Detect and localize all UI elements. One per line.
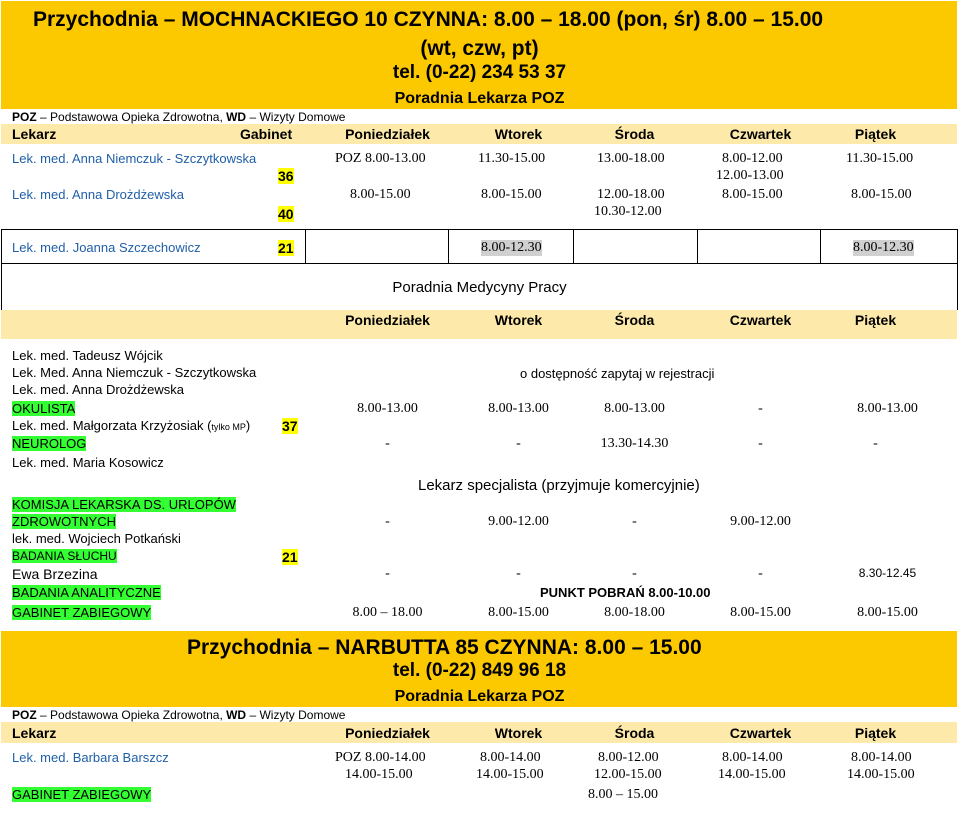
clinic1-section-poz: Poradnia Lekarza POZ (394, 90, 565, 107)
specialty-label: NEUROLOG (12, 436, 87, 451)
collection-point: PUNKT POBRAŃ 8.00-10.00 (540, 585, 711, 600)
schedule-cell: - (385, 436, 390, 451)
doctor-name: Lek. med. Joanna Szczechowicz (12, 240, 201, 255)
header-day-tue: Wtorek (494, 126, 543, 142)
schedule-cell: 8.30-12.45 (858, 566, 917, 580)
specialty-label: BADANIA ANALITYCZNE (12, 585, 161, 600)
schedule-cell: - (516, 566, 521, 581)
schedule-cell: 8.00-15.00 (481, 187, 542, 202)
header-day-wed: Środa (614, 312, 655, 328)
header-day-mon: Poniedziałek (345, 126, 430, 142)
schedule-cell: 13.30-14.30 (600, 436, 669, 451)
schedule-cell: - (632, 566, 637, 581)
specialty-label: ZDROWOTNYCH (12, 514, 116, 529)
schedule-cell: - (758, 566, 763, 581)
schedule-cell: 8.00-15.00 (851, 187, 912, 202)
schedule-cell: 9.00-12.00 (730, 514, 791, 529)
schedule-cell: 12.00-13.00 (716, 168, 784, 183)
room-number: 21 (278, 240, 294, 256)
clinic2-legend: POZ – Podstawowa Opieka Zdrowotna, WD – Wizyty Domowe (12, 708, 346, 722)
occ-doctor: Lek. med. Tadeusz Wójcik (12, 348, 163, 363)
clinic1-phone: tel. (0-22) 234 53 37 (392, 62, 567, 83)
schedule-cell: - (873, 436, 878, 451)
header-day-mon: Poniedziałek (345, 725, 430, 741)
section-occupational: Poradnia Medycyny Pracy (392, 279, 567, 296)
clinic2-phone: tel. (0-22) 849 96 18 (392, 660, 567, 681)
header-doctor: Lekarz (12, 126, 57, 142)
room-number: 37 (282, 418, 298, 434)
schedule-cell: 11.30-15.00 (478, 151, 546, 166)
specialty-label: GABINET ZABIEGOWY (12, 605, 152, 620)
schedule-cell: 14.00-15.00 (718, 767, 786, 782)
clinic2-section-poz: Poradnia Lekarza POZ (394, 688, 565, 705)
header-doctor: Lekarz (12, 725, 57, 741)
schedule-cell: 11.30-15.00 (846, 151, 914, 166)
schedule-cell: - (758, 401, 763, 416)
schedule-cell: 8.00 – 18.00 (352, 605, 423, 620)
specialty-doctor: lek. med. Wojciech Potkański (12, 531, 181, 546)
schedule-cell: 8.00-13.00 (488, 401, 549, 416)
occ-doctor: Lek. med. Anna Drożdżewska (12, 382, 184, 397)
header-day-wed: Środa (614, 725, 655, 741)
schedule-cell: 8.00-13.00 (857, 401, 918, 416)
schedule-cell: 10.30-12.00 (594, 204, 662, 219)
schedule-cell: 8.00-12.30 (853, 240, 914, 255)
schedule-cell: 8.00-12.30 (481, 240, 542, 255)
clinic2-title: Przychodnia – NARBUTTA 85 CZYNNA: 8.00 – 15.00 (187, 636, 702, 659)
specialty-doctor: Lek. med. Małgorzata Krzyżosiak (tylko MP) (12, 418, 251, 433)
schedule-cell: 8.00-15.00 (730, 605, 791, 620)
schedule-cell: 12.00-15.00 (594, 767, 662, 782)
schedule-cell: 12.00-18.00 (597, 187, 665, 202)
specialty-doctor: Lek. med. Maria Kosowicz (12, 455, 164, 470)
room-number: 36 (278, 168, 294, 184)
doctor-name: Lek. med. Anna Niemczuk - Szczytkowska (12, 151, 257, 166)
header-day-thu: Czwartek (729, 312, 792, 328)
occ-doctor: Lek. Med. Anna Niemczuk - Szczytkowska (12, 365, 257, 380)
section-specialist: Lekarz specjalista (przyjmuje komercyjnie) (418, 477, 700, 494)
schedule-cell: 8.00-15.00 (857, 605, 918, 620)
schedule-cell: 8.00-15.00 (350, 187, 411, 202)
poz-prefix: POZ (335, 750, 362, 765)
specialty-doctor: Ewa Brzezina (12, 566, 98, 582)
poz-prefix: POZ (335, 151, 362, 166)
doctor-name: Lek. med. Barbara Barszcz (12, 750, 169, 765)
clinic1-title: Przychodnia – MOCHNACKIEGO 10 CZYNNA: 8.00 – 18.00 (pon, śr) 8.00 – 15.00 (33, 8, 824, 31)
legend-wd-desc: – Wizyty Domowe (246, 110, 346, 124)
schedule-cell: 8.00-15.00 (488, 605, 549, 620)
specialty-label: KOMISJA LEKARSKA DS. URLOPÓW (12, 497, 236, 512)
header-day-fri: Piątek (854, 312, 897, 328)
legend-poz-abbr: POZ (12, 110, 37, 124)
room-number: 40 (278, 206, 294, 222)
schedule-cell: 8.00 – 15.00 (588, 787, 658, 802)
schedule-cell: 8.00-13.00 (604, 401, 665, 416)
schedule-cell: 8.00-15.00 (722, 187, 783, 202)
schedule-cell: - (516, 436, 521, 451)
schedule-cell: 8.00-13.00 (357, 401, 418, 416)
schedule-cell: 8.00-14.00 (851, 750, 912, 765)
schedule-cell: 14.00-15.00 (847, 767, 915, 782)
header-day-thu: Czwartek (729, 725, 792, 741)
schedule-cell: 13.00-18.00 (597, 151, 665, 166)
specialty-label: OKULISTA (12, 401, 76, 416)
header-day-tue: Wtorek (494, 312, 543, 328)
clinic1-legend (12, 110, 345, 124)
schedule-cell: 9.00-12.00 (488, 514, 549, 529)
schedule-cell: - (385, 514, 390, 529)
schedule-cell: 8.00-12.00 (598, 750, 659, 765)
specialty-label: GABINET ZABIEGOWY (12, 787, 152, 802)
schedule-cell: 8.00-18.00 (604, 605, 665, 620)
header-day-fri: Piątek (854, 725, 897, 741)
schedule-cell: 8.00-12.00 (722, 151, 783, 166)
legend-poz-desc: – Podstawowa Opieka Zdrowotna, (36, 110, 227, 124)
specialty-label: BADANIA SŁUCHU (12, 549, 117, 563)
header-day-thu: Czwartek (729, 126, 792, 142)
schedule-cell: POZ 8.00-13.00 (335, 151, 426, 166)
schedule-cell: - (758, 436, 763, 451)
schedule-cell: - (385, 566, 390, 581)
doctor-name: Lek. med. Anna Drożdżewska (12, 187, 184, 202)
header-room: Gabinet (240, 126, 293, 142)
schedule-cell: - (632, 514, 637, 529)
occ-note: o dostępność zapytaj w rejestracji (520, 366, 715, 381)
header-day-wed: Środa (614, 126, 655, 142)
header-day-fri: Piątek (854, 126, 897, 142)
schedule-cell: 8.00-14.00 (722, 750, 783, 765)
schedule-cell: 14.00-15.00 (476, 767, 544, 782)
clinic1-title-days: (wt, czw, pt) (420, 37, 539, 60)
header-day-mon: Poniedziałek (345, 312, 430, 328)
schedule-cell: POZ 8.00-14.00 (335, 750, 426, 765)
room-number: 21 (282, 549, 298, 565)
schedule-cell: 8.00-14.00 (480, 750, 541, 765)
legend-wd-abbr: WD (226, 110, 247, 124)
header-day-tue: Wtorek (494, 725, 543, 741)
schedule-cell: 14.00-15.00 (345, 767, 413, 782)
